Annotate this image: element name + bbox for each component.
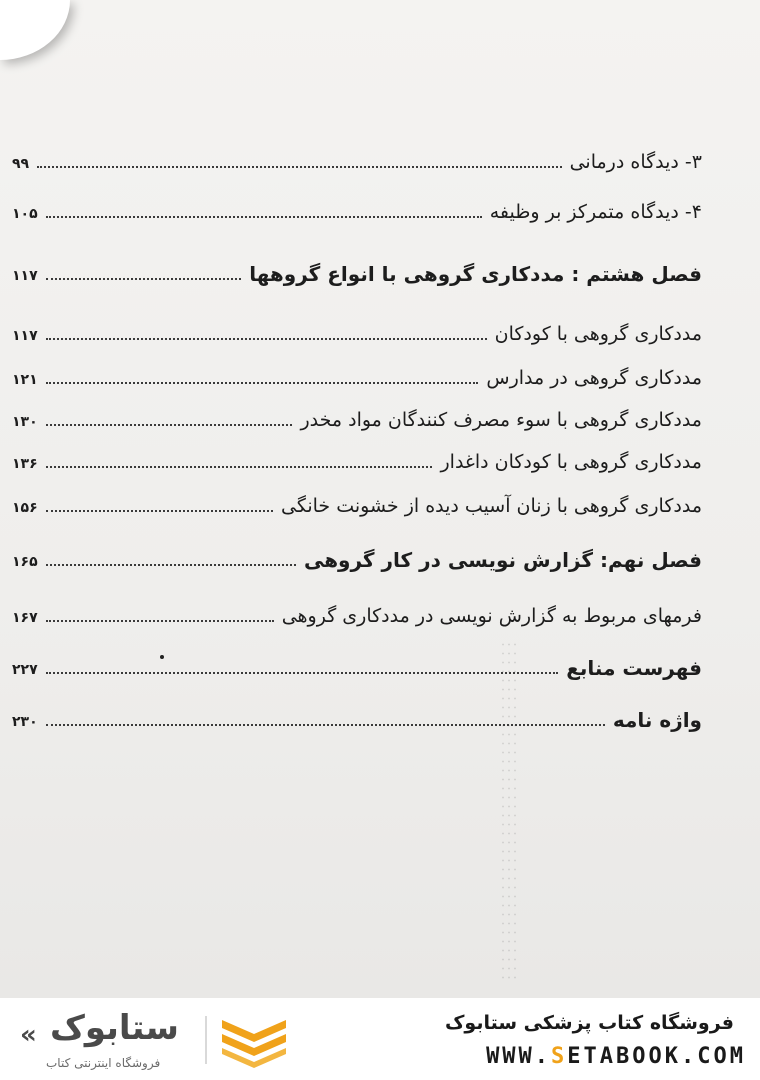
url-accent-letter: S (551, 1044, 568, 1069)
toc-entry-title: مددکاری گروهی با کودکان داغدار (440, 451, 702, 473)
url-prefix: WWW. (486, 1044, 552, 1069)
divider (205, 1016, 207, 1064)
dot-leader (46, 466, 433, 468)
watermark-footer (0, 998, 760, 1080)
toc-entry-page: ۱۱۷ (12, 328, 38, 344)
toc-chapter-entry[interactable] (12, 656, 702, 680)
logo-name: ستابوک (50, 1008, 179, 1048)
toc-entry-title: فهرست منابع (566, 656, 702, 680)
dot-leader (46, 216, 482, 218)
toc-entry-page: ۱۶۵ (12, 554, 38, 570)
dot-leader (46, 724, 605, 726)
dot-leader (46, 278, 242, 280)
toc-entry-page: ۱۳۰ (12, 414, 38, 430)
toc-entry-page: ۲۳۰ (12, 714, 38, 730)
dot-leader (46, 564, 296, 566)
double-chevron-icon: « (20, 1020, 37, 1050)
toc-entry-title: مددکاری گروهی با سوء مصرف کنندگان مواد مخدر (300, 409, 702, 431)
toc-chapter-entry[interactable] (12, 708, 702, 732)
toc-entry-page: ۱۲۱ (12, 372, 38, 388)
url-suffix: ETABOOK.COM (567, 1044, 746, 1069)
page-corner (0, 0, 70, 60)
toc-entry-title: ۳- دیدگاه درمانی (569, 151, 702, 173)
toc-entry-title: ۴- دیدگاه متمرکز بر وظیفه (489, 201, 702, 223)
store-name: فروشگاه کتاب پزشکی ستابوک (444, 1012, 734, 1034)
toc-entry-page: ۹۹ (12, 156, 30, 172)
toc-entry-title: فرمهای مربوط به گزارش نویسی در مددکاری گروهی (281, 605, 702, 627)
dot-leader (46, 510, 273, 512)
toc-entry[interactable] (12, 494, 702, 518)
store-logo-wordmark[interactable] (20, 1006, 200, 1076)
toc-entry[interactable] (12, 322, 702, 346)
dot-leader (46, 672, 559, 674)
toc-entry[interactable] (12, 450, 702, 474)
toc-entry[interactable] (12, 200, 702, 224)
toc-entry-page: ۱۳۶ (12, 456, 38, 472)
toc-chapter-entry[interactable] (12, 548, 702, 572)
toc-entry[interactable] (12, 150, 702, 174)
stacked-books-icon (218, 1012, 290, 1068)
logo-subtitle: فروشگاه اینترنتی کتاب (46, 1056, 161, 1070)
toc-entry-page: ۱۵۶ (12, 500, 38, 516)
dot-leader (37, 166, 562, 168)
dot-leader (46, 382, 479, 384)
toc-entry-title: فصل هشتم : مددکاری گروهی با انواع گروهها (249, 262, 702, 286)
toc-entry-page: ۱۶۷ (12, 610, 38, 626)
store-url[interactable] (486, 1044, 746, 1069)
toc-entry-title: واژه نامه (612, 708, 702, 732)
scan-artifact (500, 640, 520, 980)
toc-entry-title: مددکاری گروهی با کودکان (494, 323, 702, 345)
dot-leader (46, 338, 487, 340)
toc-entry[interactable] (12, 408, 702, 432)
toc-chapter-entry[interactable] (12, 262, 702, 286)
dot-leader (46, 620, 274, 622)
toc-entry-title: مددکاری گروهی با زنان آسیب دیده از خشونت خانگی (281, 495, 702, 517)
toc-entry-page: ۱۰۵ (12, 206, 38, 222)
toc-entry-page: ۲۲۷ (12, 662, 38, 678)
toc-entry[interactable] (12, 366, 702, 390)
toc-entry-title: مددکاری گروهی در مدارس (486, 367, 702, 389)
dot-leader (46, 424, 293, 426)
toc-entry-page: ۱۱۷ (12, 268, 38, 284)
toc-entry-title: فصل نهم: گزارش نویسی در کار گروهی (303, 548, 702, 572)
toc-entry[interactable] (12, 604, 702, 628)
